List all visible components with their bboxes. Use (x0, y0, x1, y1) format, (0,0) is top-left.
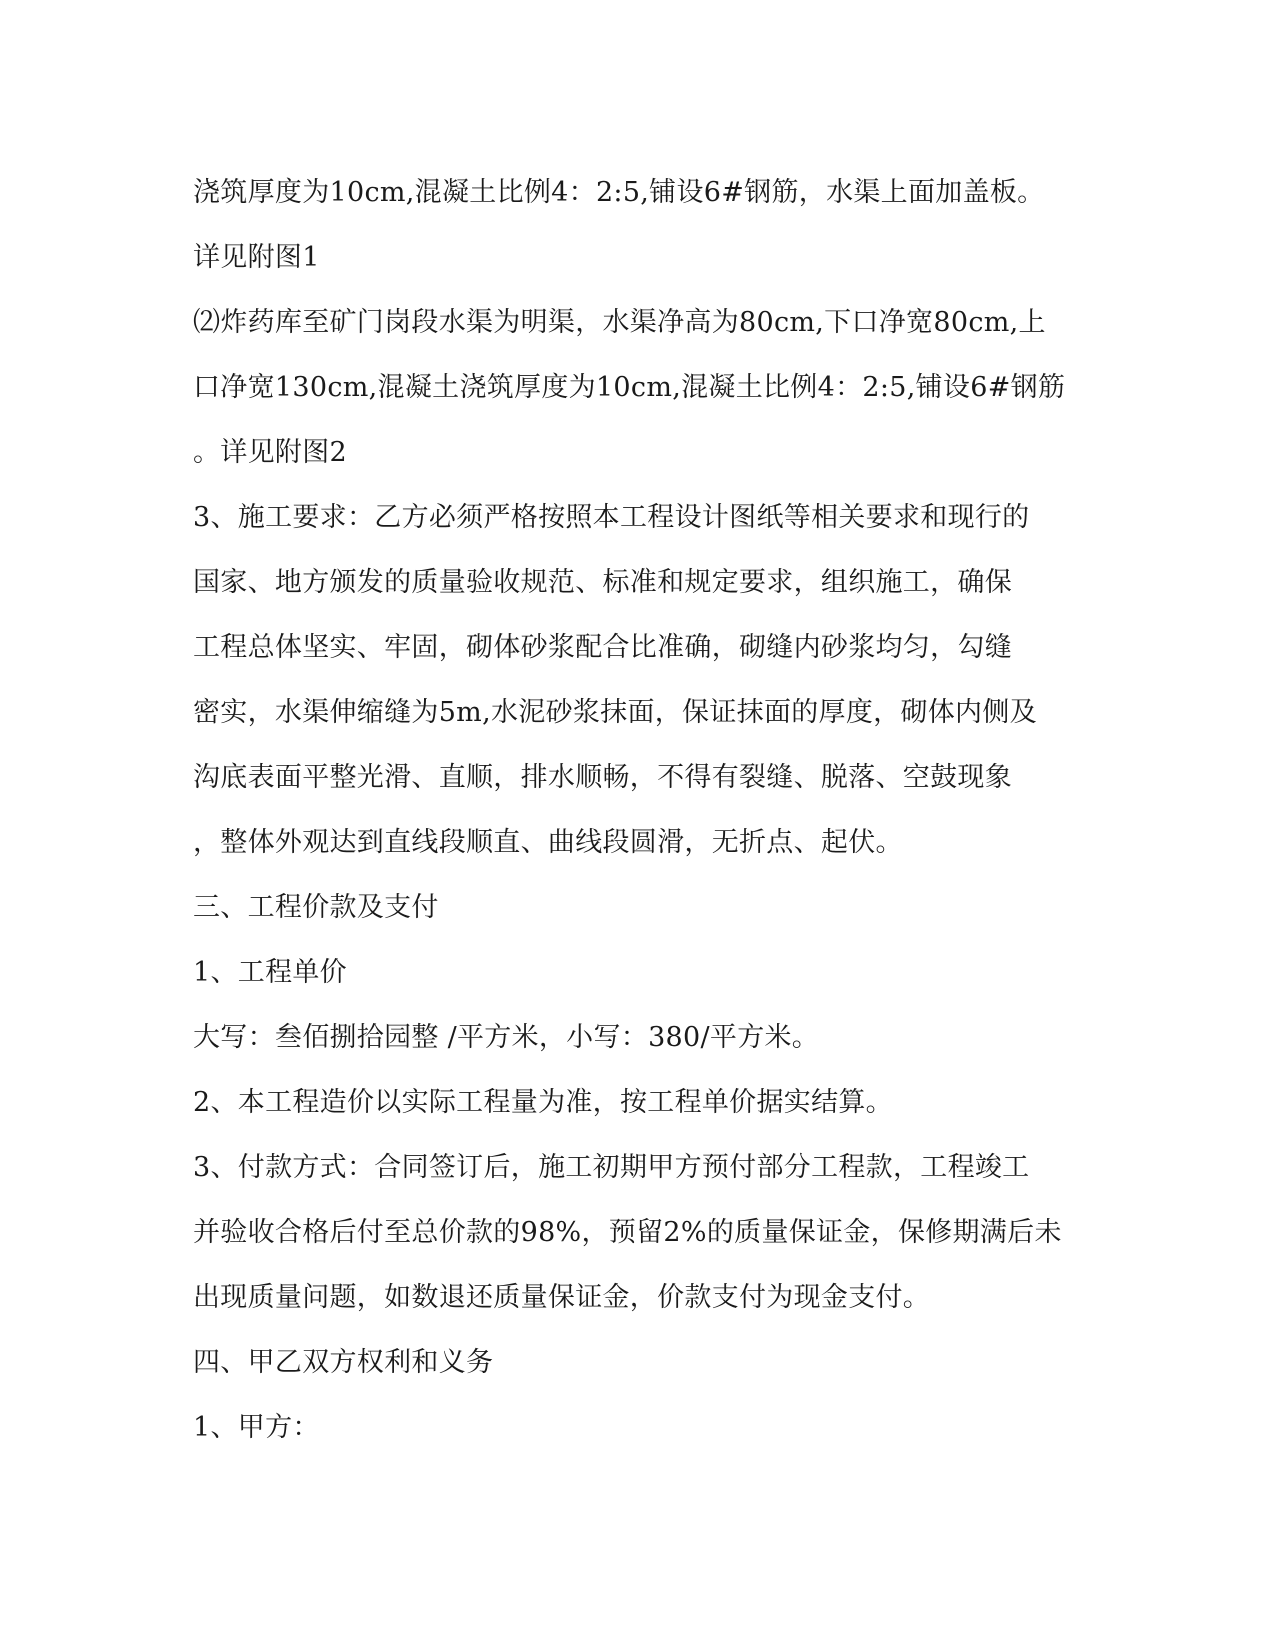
text-line: 工程总体坚实、牢固，砌体砂浆配合比准确，砌缝内砂浆均匀，勾缝 (193, 632, 1012, 663)
text-line: 。详见附图2 (193, 437, 347, 468)
text-line: 国家、地方颁发的质量验收规范、标准和规定要求，组织施工，确保 (193, 567, 1012, 598)
text-line: 浇筑厚度为10cm,混凝土比例4：2:5,铺设6#钢筋，水渠上面加盖板。 (193, 177, 1045, 208)
text-line: ，整体外观达到直线段顺直、曲线段圆滑，无折点、起伏。 (193, 827, 903, 858)
section-heading: 四、甲乙双方权利和义务 (193, 1347, 494, 1378)
text-line: 出现质量问题，如数退还质量保证金，价款支付为现金支付。 (193, 1282, 931, 1313)
text-line: 3、付款方式：合同签订后，施工初期甲方预付部分工程款，工程竣工 (193, 1152, 1030, 1183)
text-line: 口净宽130cm,混凝土浇筑厚度为10cm,混凝土比例4：2:5,铺设6#钢筋 (193, 372, 1066, 403)
section-heading: 三、工程价款及支付 (193, 892, 439, 923)
text-line: 并验收合格后付至总价款的98%，预留2%的质量保证金，保修期满后未 (193, 1217, 1062, 1248)
text-line: 详见附图1 (193, 242, 320, 273)
text-line: 3、施工要求：乙方必须严格按照本工程设计图纸等相关要求和现行的 (193, 502, 1030, 533)
text-line: 密实，水渠伸缩缝为5m,水泥砂浆抹面，保证抹面的厚度，砌体内侧及 (193, 697, 1037, 728)
text-line: 1、甲方： (193, 1412, 320, 1443)
document-body (193, 160, 1093, 1460)
text-line: 1、工程单价 (193, 957, 347, 988)
text-line: 大写：叁佰捌拾园整 /平方米，小写：380/平方米。 (193, 1022, 820, 1053)
text-line: ⑵炸药库至矿门岗段水渠为明渠，水渠净高为80cm,下口净宽80cm,上 (193, 307, 1046, 338)
text-line: 沟底表面平整光滑、直顺，排水顺畅，不得有裂缝、脱落、空鼓现象 (193, 762, 1012, 793)
text-line: 2、本工程造价以实际工程量为准，按工程单价据实结算。 (193, 1087, 893, 1118)
